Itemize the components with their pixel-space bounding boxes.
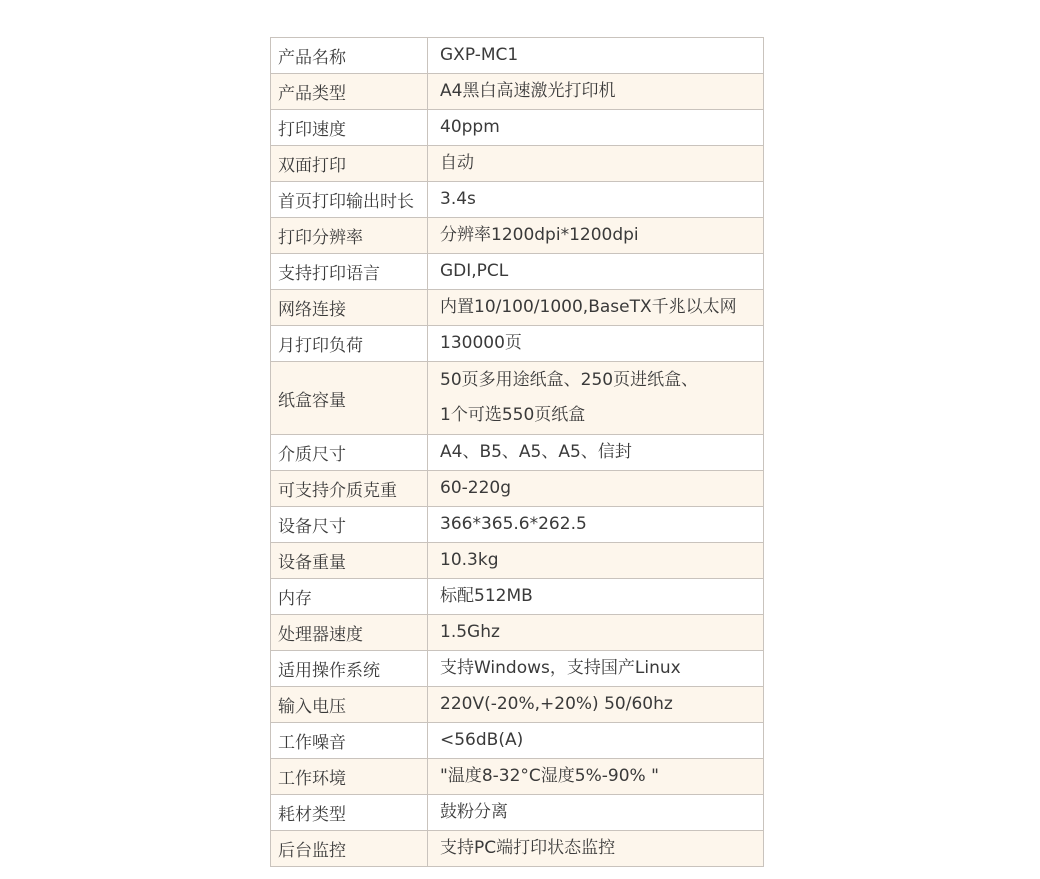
spec-value xyxy=(428,651,764,687)
spec-value-line: 鼓粉分离 xyxy=(440,802,508,822)
spec-row xyxy=(271,182,764,218)
spec-row xyxy=(271,362,764,435)
spec-value-line: 1个可选550页纸盒 xyxy=(440,405,586,425)
spec-row xyxy=(271,507,764,543)
spec-value-line: 标配512MB xyxy=(440,586,533,606)
spec-value xyxy=(428,795,764,831)
spec-label: 可支持介质克重 xyxy=(271,471,428,507)
spec-value xyxy=(428,218,764,254)
spec-row xyxy=(271,326,764,362)
spec-value xyxy=(428,435,764,471)
spec-label: 后台监控 xyxy=(271,831,428,867)
spec-row xyxy=(271,146,764,182)
spec-value-line: GDI,PCL xyxy=(440,261,509,281)
spec-value-line: A4、B5、A5、A5、信封 xyxy=(440,442,632,462)
spec-value xyxy=(428,290,764,326)
spec-label: 月打印负荷 xyxy=(271,326,428,362)
spec-row xyxy=(271,795,764,831)
spec-value-line: A4黑白高速激光打印机 xyxy=(440,81,616,101)
spec-value xyxy=(428,687,764,723)
spec-value-line: GXP-MC1 xyxy=(440,45,519,65)
spec-value xyxy=(428,579,764,615)
spec-row xyxy=(271,110,764,146)
spec-value xyxy=(428,471,764,507)
spec-label: 工作噪音 xyxy=(271,723,428,759)
spec-row xyxy=(271,651,764,687)
spec-label: 设备尺寸 xyxy=(271,507,428,543)
spec-row xyxy=(271,831,764,867)
spec-label: 输入电压 xyxy=(271,687,428,723)
spec-value xyxy=(428,615,764,651)
spec-row xyxy=(271,74,764,110)
spec-value-line: 10.3kg xyxy=(440,550,499,570)
spec-label: 适用操作系统 xyxy=(271,651,428,687)
spec-row xyxy=(271,435,764,471)
spec-value xyxy=(428,326,764,362)
spec-value xyxy=(428,38,764,74)
spec-row xyxy=(271,759,764,795)
spec-value xyxy=(428,254,764,290)
spec-label: 设备重量 xyxy=(271,543,428,579)
spec-value xyxy=(428,362,764,435)
spec-value-line: 1.5Ghz xyxy=(440,622,500,642)
spec-value-line: 130000页 xyxy=(440,333,522,353)
spec-row xyxy=(271,290,764,326)
spec-row xyxy=(271,723,764,759)
spec-value-line: 分辨率1200dpi*1200dpi xyxy=(440,225,639,245)
spec-value-line: 366*365.6*262.5 xyxy=(440,514,587,534)
spec-row xyxy=(271,615,764,651)
spec-value xyxy=(428,759,764,795)
spec-label: 双面打印 xyxy=(271,146,428,182)
spec-value-line: 50页多用途纸盒、250页进纸盒、 xyxy=(440,370,699,390)
spec-label: 网络连接 xyxy=(271,290,428,326)
spec-value xyxy=(428,723,764,759)
spec-value xyxy=(428,110,764,146)
spec-label: 支持打印语言 xyxy=(271,254,428,290)
spec-label: 处理器速度 xyxy=(271,615,428,651)
spec-value-line: 内置10/100/1000,BaseTX千兆以太网 xyxy=(440,297,737,317)
spec-row xyxy=(271,254,764,290)
spec-label: 内存 xyxy=(271,579,428,615)
spec-label: 打印速度 xyxy=(271,110,428,146)
spec-value xyxy=(428,543,764,579)
spec-label: 耗材类型 xyxy=(271,795,428,831)
spec-value-line: 220V(-20%,+20%) 50/60hz xyxy=(440,694,673,714)
spec-value xyxy=(428,507,764,543)
spec-table xyxy=(270,37,764,867)
spec-label: 工作环境 xyxy=(271,759,428,795)
spec-value-line: 40ppm xyxy=(440,117,500,137)
spec-row xyxy=(271,579,764,615)
spec-label: 打印分辨率 xyxy=(271,218,428,254)
spec-label: 介质尺寸 xyxy=(271,435,428,471)
spec-value xyxy=(428,74,764,110)
spec-label: 纸盒容量 xyxy=(271,362,428,435)
spec-row xyxy=(271,218,764,254)
spec-value xyxy=(428,831,764,867)
spec-label: 产品名称 xyxy=(271,38,428,74)
spec-value xyxy=(428,182,764,218)
spec-value-line: 3.4s xyxy=(440,189,476,209)
spec-table-body xyxy=(271,38,764,867)
spec-value xyxy=(428,146,764,182)
spec-row xyxy=(271,471,764,507)
spec-row xyxy=(271,38,764,74)
spec-label: 首页打印输出时长 xyxy=(271,182,428,218)
spec-value-line: 60-220g xyxy=(440,478,512,498)
spec-label: 产品类型 xyxy=(271,74,428,110)
spec-row xyxy=(271,543,764,579)
spec-value-line: 支持PC端打印状态监控 xyxy=(440,838,616,858)
spec-value-line: "温度8-32°C湿度5%-90% " xyxy=(440,766,659,786)
spec-value-line: 自动 xyxy=(440,153,474,173)
spec-value-line: <56dB(A) xyxy=(440,730,524,750)
spec-value-line: 支持Windows，支持国产Linux xyxy=(440,658,681,678)
spec-row xyxy=(271,687,764,723)
